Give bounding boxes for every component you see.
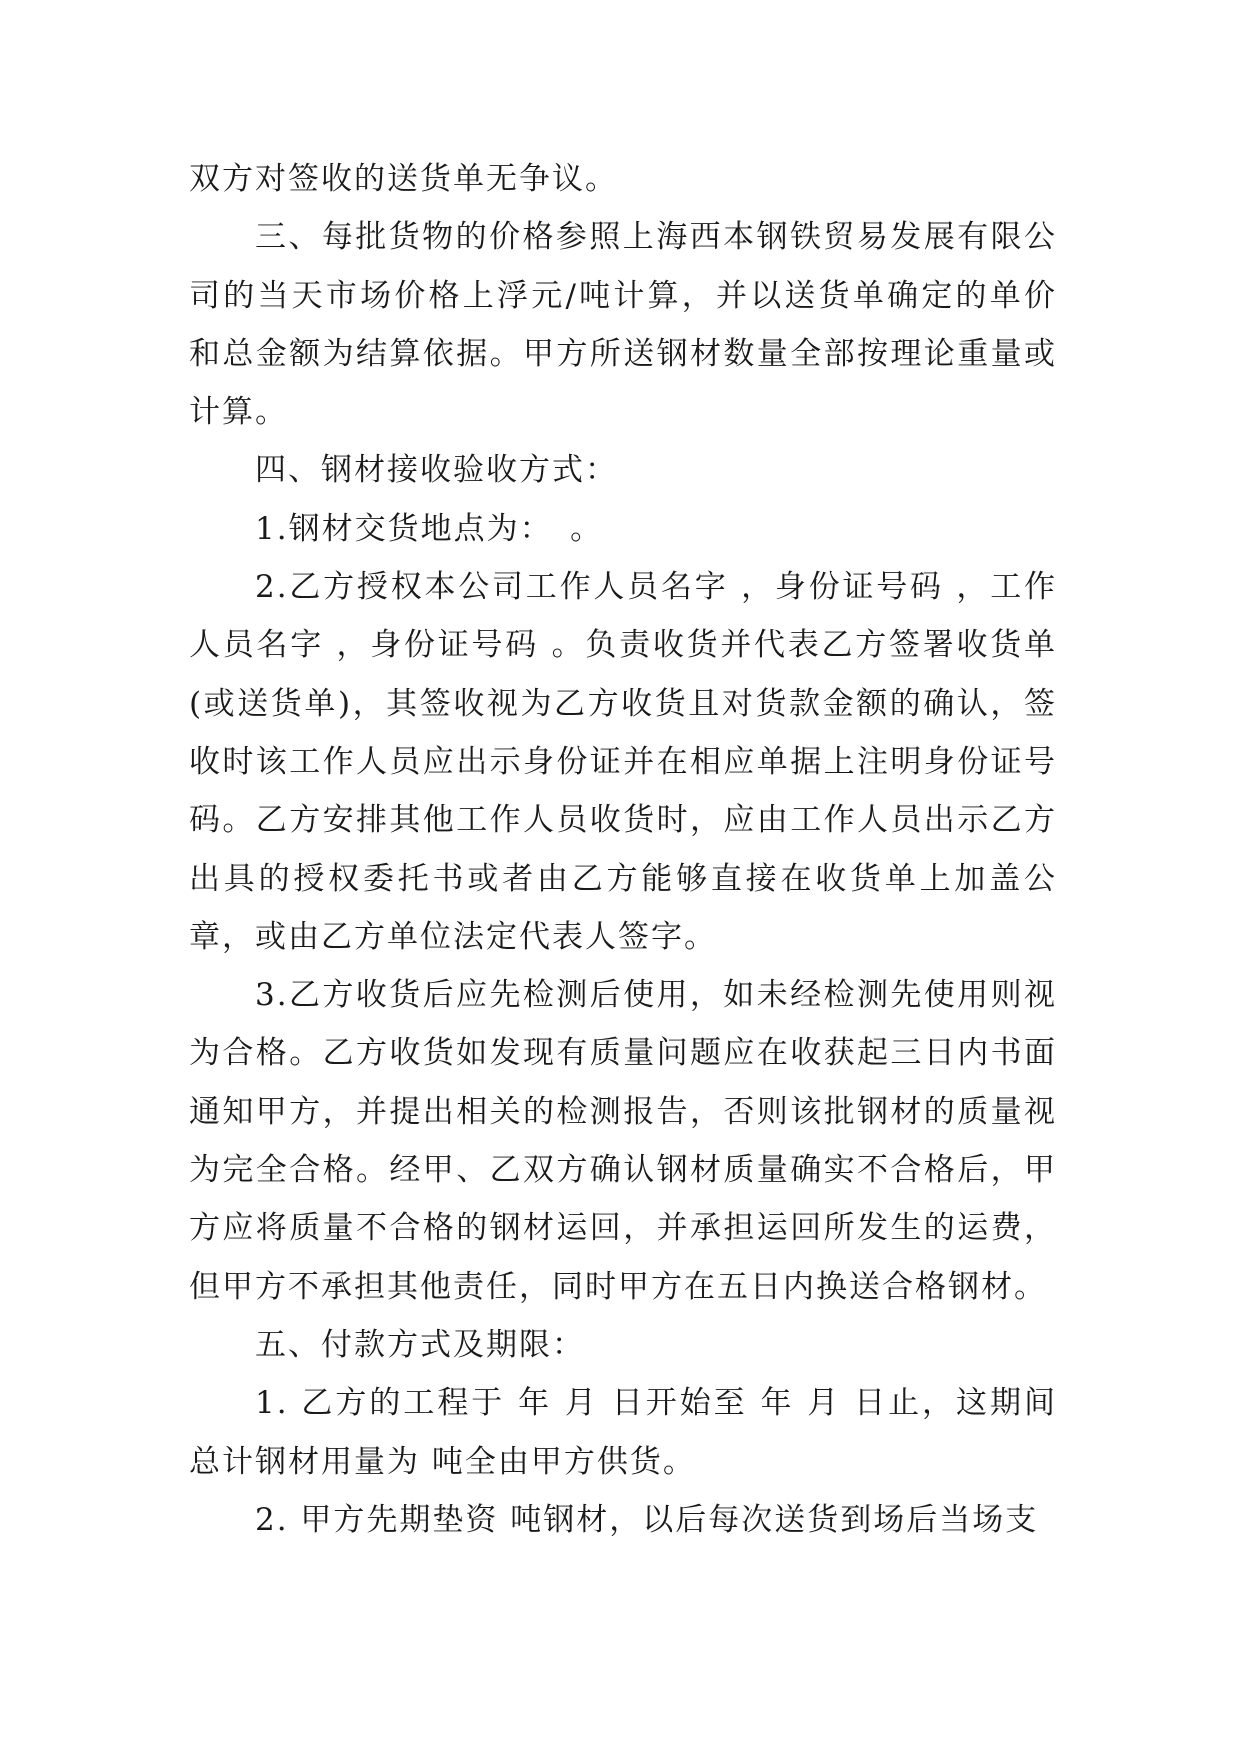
paragraph-clause-4-1-delivery-location: 1.钢材交货地点为： 。	[255, 510, 604, 547]
paragraph-clause-4-heading: 四、钢材接收验收方式：	[255, 452, 618, 489]
paragraph-clause-5-2-advance-payment: 2. 甲方先期垫资 吨钢材，以后每次送货到场后当场支	[255, 1501, 1039, 1538]
paragraph-clause-4-3-inspection: 3.乙方收货后应先检测后使用，如未经检测先使用则视为合格。乙方收货如发现有质量问题应在收获起三日内书面通知甲方，并提出相关的检测报告，否则该批钢材的质量视为完全合格。经甲、乙双方确认钢材质量确实不合格后，甲方应将质量不合格的钢材运回，并承担运回所发生的运费，但甲方不承担其他责任，同时甲方在五日内换送合格钢材。	[189, 977, 1057, 1305]
paragraph-clause-5-1-project-period: 1. 乙方的工程于 年 月 日开始至 年 月 日止，这期间总计钢材用量为 吨全由甲方供货。	[189, 1385, 1057, 1480]
paragraph-clause-5-heading: 五、付款方式及期限：	[255, 1326, 585, 1363]
document-page	[189, 150, 1057, 1549]
paragraph-continuation: 双方对签收的送货单无争议。	[189, 161, 618, 197]
paragraph-clause-4-2-authorization: 2.乙方授权本公司工作人员名字 ，身份证号码 ，工作人员名字 ，身份证号码 。负责收货并代表乙方签署收货单(或送货单)，其签收视为乙方收货且对货款金额的确认，签收时该工作人员应出示身份证并在相应单据上注明身份证号码。乙方安排其他工作人员收货时，应由工作人员出示乙方出具的授权委托书或者由乙方能够直接在收货单上加盖公章，或由乙方单位法定代表人签字。	[189, 569, 1057, 955]
paragraph-clause-3-price: 三、每批货物的价格参照上海西本钢铁贸易发展有限公司的当天市场价格上浮元/吨计算，并以送货单确定的单价和总金额为结算依据。甲方所送钢材数量全部按理论重量或计算。	[189, 219, 1057, 431]
